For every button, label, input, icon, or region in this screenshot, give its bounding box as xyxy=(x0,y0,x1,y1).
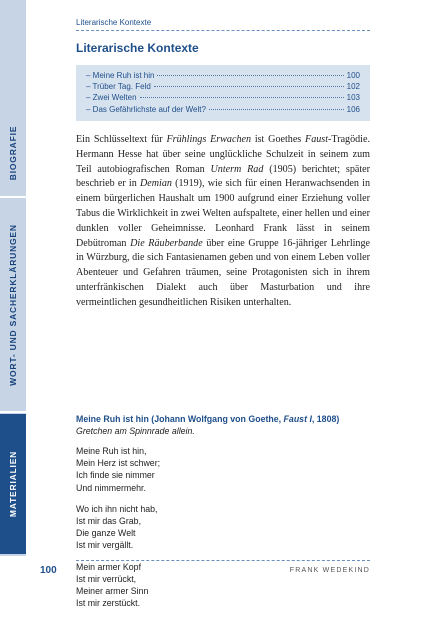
poem-line: Ich finde sie nimmer xyxy=(76,470,155,481)
toc-entry[interactable] xyxy=(86,104,360,115)
poem-line: Mein Herz ist schwer; xyxy=(76,458,161,469)
toc-entry-label: – Meine Ruh ist hin xyxy=(86,71,155,80)
toc-entry-label: – Das Gefährlichste auf der Welt? xyxy=(86,104,206,114)
body-text-run: -Tragödie. Hermann Hesse hat über seine unglückliche Schulzeit in seinem zum Teil autobiografischen Roman xyxy=(76,134,370,175)
footer-rule xyxy=(76,560,370,561)
poem-line: Meiner armer Sinn xyxy=(76,586,149,597)
toc-entry-label: – Zwei Welten xyxy=(86,93,137,103)
toc-entry-page: 102 xyxy=(346,82,360,92)
sidebar-tab-materialien[interactable] xyxy=(0,414,26,554)
section-title: Literarische Kontexte xyxy=(76,41,199,55)
sidebar-tab-label: BIOGRAFIE xyxy=(8,125,18,181)
poem-line: Ist mir das Grab, xyxy=(76,516,142,527)
toc-leader xyxy=(154,86,344,87)
poem-line: Mein armer Kopf xyxy=(76,561,142,572)
body-text-run: Ein Schlüsseltext für xyxy=(76,134,167,145)
poem-line: Ist mir verrückt, xyxy=(76,573,137,584)
sidebar-tab-label: MATERIALIEN xyxy=(8,450,18,518)
toc-entry[interactable] xyxy=(86,70,360,81)
body-text-run: (1905) berichtet; später beschrieb er in xyxy=(76,163,370,190)
body-text-run: über eine Gruppe 16-jähriger Lehrlinge in Würzburg, die sich Fantasienamen geben und von einem Leben voller Abenteuer und Gefahren träumen, seine Protagonisten sich in ihrem unterfränkischen Dialekt auch über Masturbation und ihre vermeintlichen gesundheitlichen Risiken unterhalten. xyxy=(76,237,370,308)
poem-line: Die ganze Welt xyxy=(76,528,136,539)
toc-entry-page: 106 xyxy=(346,104,360,114)
body-text-run: ist Goethes xyxy=(251,134,306,145)
work-title: Faust xyxy=(305,134,329,145)
body-text-run: (1919), wie sich für einen Heranwachsenden in einem bürgerlichen Haushalt um 1900 aufgrund einer Erziehung voller Tabus die Wirklichkeit in zwei Welten aufspaltete, einer hellen und einer dunklen voller Geheimnisse. Leonhard Frank lässt in seinem Debütroman xyxy=(76,178,370,249)
sidebar-divider xyxy=(0,411,26,413)
poem-stanza xyxy=(76,503,160,552)
poem-stanza xyxy=(76,561,160,610)
toc-leader xyxy=(157,75,343,76)
poem-line: Wo ich ihn nicht hab, xyxy=(76,503,158,514)
work-title: Demian xyxy=(139,178,172,190)
toc-entry[interactable] xyxy=(86,81,360,92)
body-paragraph xyxy=(76,133,370,311)
toc-entry-page: 100 xyxy=(346,71,360,80)
poem-line: Meine Ruh ist hin, xyxy=(76,446,147,456)
work-title: Unterm Rad xyxy=(210,163,264,175)
poem-title-text: Meine Ruh ist hin (Johann Wolfgang von Goethe, xyxy=(76,414,284,424)
poem-line: Ist mir vergällt. xyxy=(76,540,134,551)
running-head: Literarische Kontexte xyxy=(76,18,152,27)
page-number: 100 xyxy=(40,565,57,576)
poem-line: Ist mir zerstückt. xyxy=(76,598,141,609)
poem-stanza xyxy=(76,445,160,494)
toc-entry[interactable] xyxy=(86,92,360,103)
sidebar xyxy=(0,0,26,556)
sidebar-tab-biografie[interactable] xyxy=(0,112,26,194)
sidebar-divider xyxy=(0,196,26,198)
toc-leader xyxy=(140,97,344,98)
poem-line: Und nimmermehr. xyxy=(76,482,146,493)
toc-box xyxy=(76,65,370,121)
poem-heading xyxy=(76,413,376,437)
poem-subtitle: Gretchen am Spinnrade allein. xyxy=(76,426,195,436)
toc-entry-label: – Trüber Tag. Feld xyxy=(86,82,151,92)
poem-title-text: , 1808) xyxy=(311,414,340,424)
work-title: Die Räuberbande xyxy=(130,237,203,249)
sidebar-tab-label: WORT- UND SACHERKLÄRUNGEN xyxy=(8,224,19,386)
sidebar-tab-wort-und-sacherklaerungen[interactable] xyxy=(0,200,26,410)
poem-title-work: Faust I xyxy=(283,414,312,424)
footer-author: FRANK WEDEKIND xyxy=(289,567,370,574)
poem-title xyxy=(76,413,376,425)
poem xyxy=(76,445,160,618)
toc-entry-page: 103 xyxy=(346,93,360,103)
header-rule xyxy=(76,30,370,31)
work-title: Frühlings Erwachen xyxy=(166,134,252,145)
toc-leader xyxy=(209,109,344,110)
